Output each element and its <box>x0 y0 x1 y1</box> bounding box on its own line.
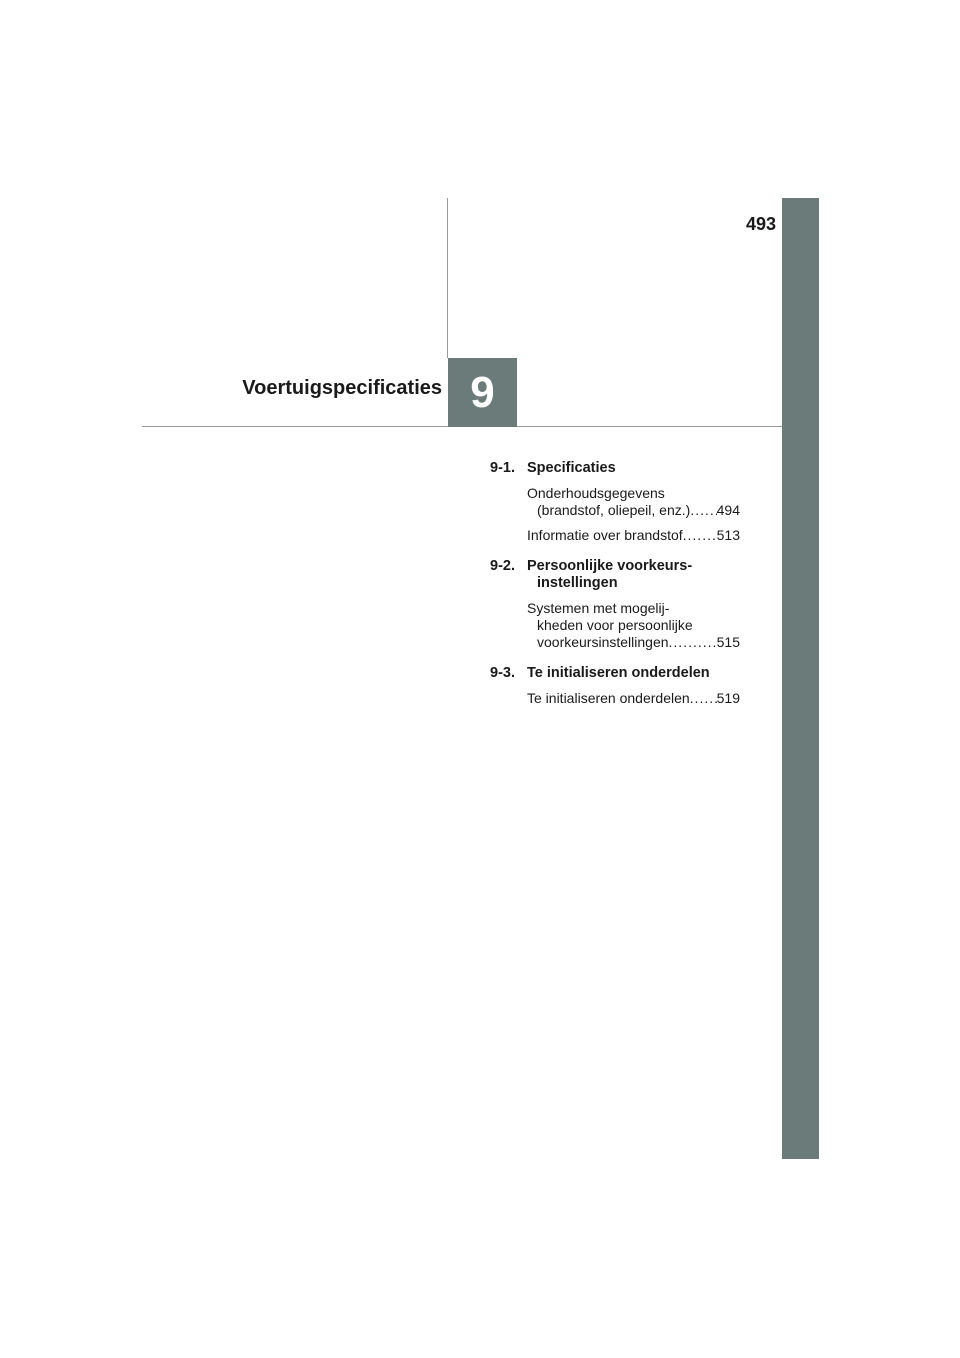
entry-text-line: Te initialiseren onderdelen <box>527 690 690 706</box>
chapter-number-box <box>448 358 517 427</box>
toc-section-9-2[interactable] <box>490 558 740 592</box>
section-number: 9-1. <box>490 460 515 476</box>
leader-dots <box>669 634 717 651</box>
section-number: 9-2. <box>490 558 515 574</box>
chapter-side-tab <box>782 198 819 1159</box>
entry-page: 519 <box>716 690 740 706</box>
toc-entry-brandstof[interactable] <box>490 527 740 544</box>
leader-dots <box>690 502 716 519</box>
chapter-title: Voertuigspecificaties <box>242 377 442 399</box>
entry-text-line: Systemen met mogelij- <box>527 600 670 616</box>
toc-section-9-1[interactable] <box>490 460 740 477</box>
toc-entry-onderhoudsgegevens[interactable] <box>490 485 740 519</box>
entry-page: 494 <box>716 502 740 518</box>
table-of-contents <box>490 460 740 715</box>
entry-text-line: voorkeursinstellingen <box>537 634 669 650</box>
toc-entry-initialiseren[interactable] <box>490 690 740 707</box>
leader-dots <box>690 690 717 707</box>
entry-text-line: Onderhoudsgegevens <box>527 485 665 501</box>
section-number: 9-3. <box>490 665 515 681</box>
section-title-cont: instellingen <box>537 575 618 591</box>
entry-page: 513 <box>716 527 740 543</box>
entry-page: 515 <box>716 634 740 650</box>
chapter-number: 9 <box>470 367 495 417</box>
section-title: Persoonlijke voorkeurs- <box>527 558 693 574</box>
page-number: 493 <box>745 214 776 234</box>
toc-entry-persoonlijke[interactable] <box>490 600 740 651</box>
entry-text-line: kheden voor persoonlijke <box>537 617 693 633</box>
vertical-rule <box>447 198 448 358</box>
entry-text-line: (brandstof, oliepeil, enz.) <box>537 502 691 518</box>
leader-dots <box>683 527 717 544</box>
entry-text-line: Informatie over brandstof <box>527 527 683 543</box>
section-title: Te initialiseren onderdelen <box>527 665 710 681</box>
toc-section-9-3[interactable] <box>490 665 740 682</box>
section-title: Specificaties <box>527 460 616 476</box>
